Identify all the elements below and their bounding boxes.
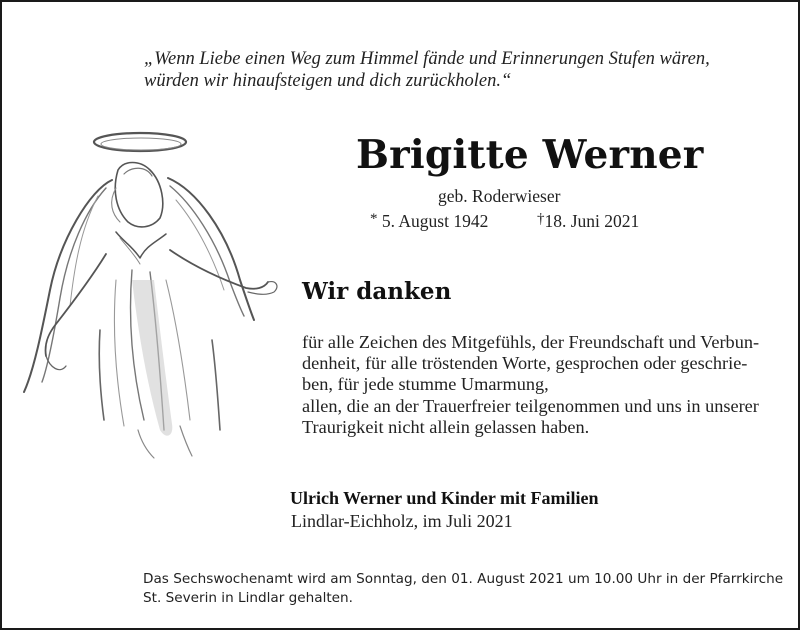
- death-symbol: †: [537, 211, 545, 227]
- family-signature: Ulrich Werner und Kinder mit Familien: [290, 488, 599, 508]
- thanks-line: denheit, für alle tröstenden Worte, gesprochen oder geschrie-: [302, 353, 748, 374]
- birth-symbol: *: [370, 211, 378, 227]
- death-date-line: [537, 211, 639, 232]
- thanks-line: Traurigkeit nicht allein gelassen haben.: [302, 416, 590, 437]
- angel-illustration: [20, 130, 288, 460]
- notice-line-2: St. Severin in Lindlar gehalten.: [143, 590, 353, 606]
- thanks-line: ben, für jede stumme Umarmung,: [302, 374, 549, 395]
- birth-date: 5. August 1942: [381, 211, 489, 231]
- death-date: 18. Juni 2021: [544, 211, 640, 231]
- quote-line-1: „Wenn Liebe einen Weg zum Himmel fände und Erinnerungen Stufen wären,: [144, 49, 710, 69]
- quote-line-2: würden wir hinaufsteigen und dich zurückholen.“: [144, 71, 512, 91]
- thanks-text: [302, 332, 782, 438]
- place-and-date: Lindlar-Eichholz, im Juli 2021: [291, 511, 513, 531]
- deceased-name: Brigitte Werner: [356, 132, 704, 178]
- mass-notice: [143, 570, 793, 608]
- notice-line-1: Das Sechswochenamt wird am Sonntag, den 01. August 2021 um 10.00 Uhr in der Pfarrkirche: [143, 571, 784, 587]
- memorial-quote: [144, 48, 764, 92]
- thanks-heading: Wir danken: [302, 278, 452, 305]
- birth-date-line: [370, 211, 488, 232]
- thanks-line: allen, die an der Trauerfreier teilgenommen und uns in unserer: [302, 395, 759, 416]
- thanks-line: für alle Zeichen des Mitgefühls, der Freundschaft und Verbun-: [302, 332, 760, 352]
- maiden-name: geb. Roderwieser: [438, 186, 561, 206]
